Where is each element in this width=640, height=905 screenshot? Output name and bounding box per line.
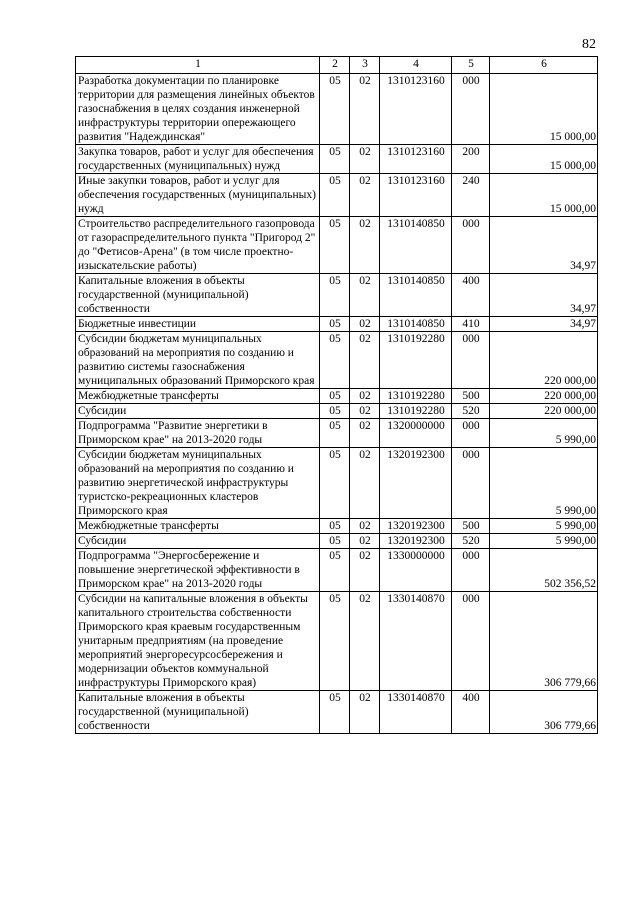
expense-type-cell: 000 [452, 592, 490, 691]
target-article-cell: 1320192300 [380, 519, 452, 534]
section-code-cell: 05 [320, 389, 350, 404]
expense-type-cell: 000 [452, 74, 490, 145]
expense-type-cell: 500 [452, 519, 490, 534]
amount-cell: 220 000,00 [490, 404, 598, 419]
subsection-code-cell: 02 [350, 549, 380, 592]
table-row [76, 419, 598, 448]
subsection-code-cell: 02 [350, 691, 380, 734]
expense-type-cell: 410 [452, 317, 490, 332]
amount-cell: 5 990,00 [490, 419, 598, 448]
row-name-cell: Закупка товаров, работ и услуг для обеспечения государственных (муниципальных) нужд [76, 145, 320, 174]
amount-cell: 34,97 [490, 217, 598, 274]
target-article-cell: 1330000000 [380, 549, 452, 592]
expense-type-cell: 520 [452, 404, 490, 419]
target-article-cell: 1320000000 [380, 419, 452, 448]
subsection-code-cell: 02 [350, 448, 380, 519]
row-name-cell: Подпрограмма "Развитие энергетики в Приморском крае" на 2013-2020 годы [76, 419, 320, 448]
amount-cell: 306 779,66 [490, 691, 598, 734]
target-article-cell: 1310123160 [380, 74, 452, 145]
amount-cell: 5 990,00 [490, 519, 598, 534]
row-name-cell: Разработка документации по планировке территории для размещения линейных объектов газоснабжения в целях создания инженерной инфраструктуры территории опережающего развития "Надеждинская" [76, 74, 320, 145]
target-article-cell: 1310123160 [380, 174, 452, 217]
subsection-code-cell: 02 [350, 217, 380, 274]
column-header: 4 [380, 57, 452, 74]
row-name-cell: Субсидии [76, 404, 320, 419]
amount-cell: 306 779,66 [490, 592, 598, 691]
table-row [76, 145, 598, 174]
column-header: 2 [320, 57, 350, 74]
section-code-cell: 05 [320, 274, 350, 317]
target-article-cell: 1320192300 [380, 534, 452, 549]
target-article-cell: 1310140850 [380, 274, 452, 317]
row-name-cell: Капитальные вложения в объекты государственной (муниципальной) собственности [76, 691, 320, 734]
row-name-cell: Субсидии бюджетам муниципальных образований на мероприятия по созданию и развитию энергетической инфраструктуры туристско-рекреационных кластеров Приморского края [76, 448, 320, 519]
row-name-cell: Субсидии бюджетам муниципальных образований на мероприятия по созданию и развитию системы газоснабжения муниципальных образований Приморского края [76, 332, 320, 389]
section-code-cell: 05 [320, 404, 350, 419]
subsection-code-cell: 02 [350, 332, 380, 389]
amount-cell: 34,97 [490, 317, 598, 332]
table-row [76, 174, 598, 217]
row-name-cell: Подпрограмма "Энергосбережение и повышение энергетической эффективности в Приморском крае" на 2013-2020 годы [76, 549, 320, 592]
subsection-code-cell: 02 [350, 592, 380, 691]
row-name-cell: Межбюджетные трансферты [76, 389, 320, 404]
expense-type-cell: 000 [452, 332, 490, 389]
section-code-cell: 05 [320, 549, 350, 592]
table-header-row [76, 57, 598, 74]
expense-type-cell: 400 [452, 691, 490, 734]
amount-cell: 5 990,00 [490, 534, 598, 549]
expense-type-cell: 400 [452, 274, 490, 317]
table-row [76, 217, 598, 274]
expense-type-cell: 240 [452, 174, 490, 217]
subsection-code-cell: 02 [350, 534, 380, 549]
expense-type-cell: 200 [452, 145, 490, 174]
section-code-cell: 05 [320, 419, 350, 448]
target-article-cell: 1330140870 [380, 592, 452, 691]
amount-cell: 34,97 [490, 274, 598, 317]
expense-type-cell: 520 [452, 534, 490, 549]
table-row [76, 74, 598, 145]
row-name-cell: Субсидии [76, 534, 320, 549]
target-article-cell: 1310140850 [380, 317, 452, 332]
expense-type-cell: 000 [452, 549, 490, 592]
section-code-cell: 05 [320, 217, 350, 274]
section-code-cell: 05 [320, 691, 350, 734]
expense-type-cell: 000 [452, 217, 490, 274]
expense-type-cell: 500 [452, 389, 490, 404]
row-name-cell: Строительство распределительного газопровода от газораспределительного пункта "Пригород 2" до "Фетисов-Арена" (в том числе проектно-изыскательские работы) [76, 217, 320, 274]
target-article-cell: 1310192280 [380, 332, 452, 389]
section-code-cell: 05 [320, 519, 350, 534]
table-row [76, 534, 598, 549]
table-row [76, 592, 598, 691]
amount-cell: 15 000,00 [490, 74, 598, 145]
budget-table [75, 56, 598, 734]
subsection-code-cell: 02 [350, 519, 380, 534]
amount-cell: 5 990,00 [490, 448, 598, 519]
table-row [76, 404, 598, 419]
table-row [76, 332, 598, 389]
expense-type-cell: 000 [452, 448, 490, 519]
table-row [76, 274, 598, 317]
section-code-cell: 05 [320, 448, 350, 519]
row-name-cell: Иные закупки товаров, работ и услуг для обеспечения государственных (муниципальных) нужд [76, 174, 320, 217]
section-code-cell: 05 [320, 145, 350, 174]
target-article-cell: 1310192280 [380, 389, 452, 404]
target-article-cell: 1320192300 [380, 448, 452, 519]
section-code-cell: 05 [320, 332, 350, 389]
subsection-code-cell: 02 [350, 404, 380, 419]
row-name-cell: Межбюджетные трансферты [76, 519, 320, 534]
table-row [76, 389, 598, 404]
amount-cell: 15 000,00 [490, 145, 598, 174]
column-header: 1 [76, 57, 320, 74]
table-row [76, 448, 598, 519]
section-code-cell: 05 [320, 592, 350, 691]
subsection-code-cell: 02 [350, 174, 380, 217]
column-header: 6 [490, 57, 598, 74]
table-row [76, 691, 598, 734]
target-article-cell: 1310192280 [380, 404, 452, 419]
subsection-code-cell: 02 [350, 145, 380, 174]
target-article-cell: 1330140870 [380, 691, 452, 734]
section-code-cell: 05 [320, 317, 350, 332]
table-row [76, 549, 598, 592]
row-name-cell: Субсидии на капитальные вложения в объекты капитального строительства собственности Приморского края краевым государственным унитарным предприятиям (на проведение мероприятий энергоресурсосбережения и модернизации объектов коммунальной инфраструктуры Приморского края) [76, 592, 320, 691]
subsection-code-cell: 02 [350, 317, 380, 332]
table-row [76, 519, 598, 534]
amount-cell: 15 000,00 [490, 174, 598, 217]
subsection-code-cell: 02 [350, 419, 380, 448]
amount-cell: 220 000,00 [490, 332, 598, 389]
row-name-cell: Бюджетные инвестиции [76, 317, 320, 332]
page-number: 82 [582, 37, 596, 52]
subsection-code-cell: 02 [350, 74, 380, 145]
column-header: 3 [350, 57, 380, 74]
section-code-cell: 05 [320, 534, 350, 549]
section-code-cell: 05 [320, 74, 350, 145]
subsection-code-cell: 02 [350, 274, 380, 317]
expense-type-cell: 000 [452, 419, 490, 448]
subsection-code-cell: 02 [350, 389, 380, 404]
amount-cell: 220 000,00 [490, 389, 598, 404]
amount-cell: 502 356,52 [490, 549, 598, 592]
row-name-cell: Капитальные вложения в объекты государственной (муниципальной) собственности [76, 274, 320, 317]
target-article-cell: 1310123160 [380, 145, 452, 174]
target-article-cell: 1310140850 [380, 217, 452, 274]
section-code-cell: 05 [320, 174, 350, 217]
column-header: 5 [452, 57, 490, 74]
table-row [76, 317, 598, 332]
